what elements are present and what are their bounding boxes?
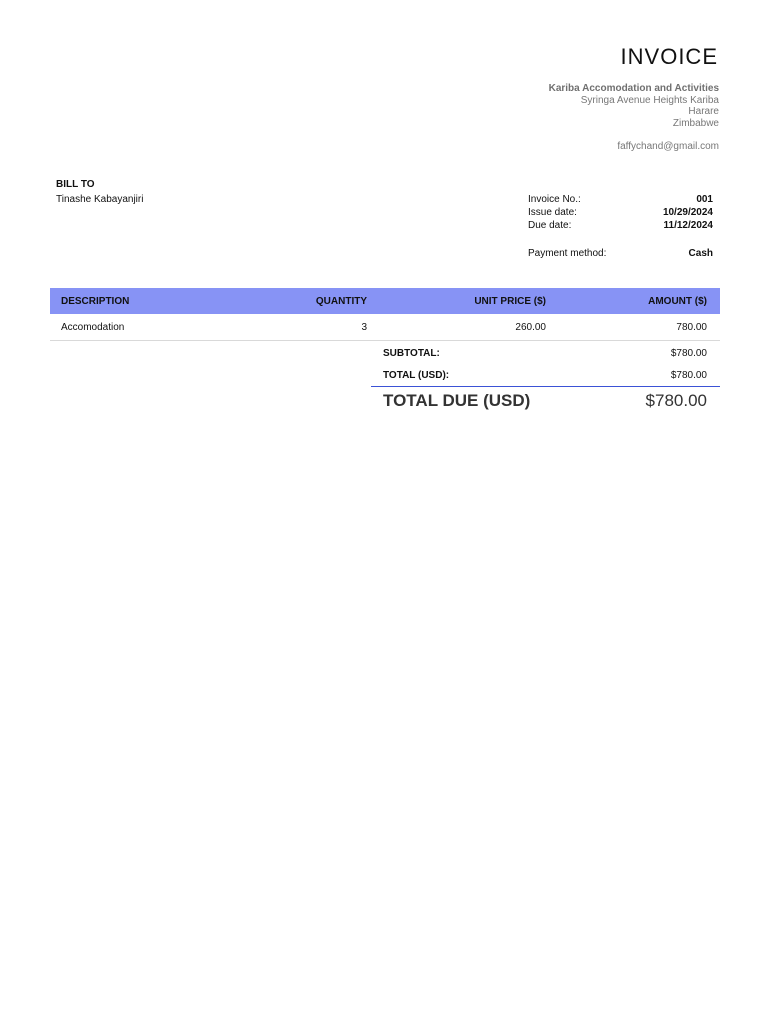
- issue-date-row: [528, 206, 713, 219]
- row-quantity: 3: [361, 321, 367, 333]
- bill-to-label: BILL TO: [56, 179, 95, 190]
- issue-date-label: Issue date:: [528, 207, 577, 218]
- header-unit-price: UNIT PRICE ($): [474, 295, 546, 307]
- totals-block: [371, 342, 720, 415]
- bill-to: [56, 179, 143, 205]
- bill-to-name: Tinashe Kabayanjiri: [56, 194, 144, 205]
- company-email: faffychand@gmail.com: [617, 141, 719, 152]
- due-date-value: 11/12/2024: [663, 220, 713, 231]
- total-value: $780.00: [670, 370, 707, 381]
- row-description: Accomodation: [61, 321, 125, 333]
- header-quantity: QUANTITY: [315, 295, 367, 307]
- due-date-row: [528, 219, 713, 232]
- row-unit-price: 260.00: [515, 321, 546, 333]
- company-name: Kariba Accomodation and Activities: [548, 83, 719, 94]
- header-amount: AMOUNT ($): [648, 295, 707, 307]
- total-due-label: TOTAL DUE (USD): [383, 391, 531, 410]
- company-info: [499, 83, 719, 153]
- invoice-title: INVOICE: [620, 44, 718, 69]
- header-description: DESCRIPTION: [61, 295, 130, 307]
- due-date-label: Due date:: [528, 220, 572, 231]
- total-label: TOTAL (USD):: [383, 370, 450, 381]
- payment-method-label: Payment method:: [528, 248, 607, 259]
- issue-date-value: 10/29/2024: [662, 207, 713, 218]
- total-row: [371, 365, 720, 387]
- company-address-line1: Syringa Avenue Heights Kariba: [580, 94, 719, 106]
- invoice-no-row: [528, 193, 713, 206]
- row-amount: 780.00: [676, 321, 707, 333]
- table-row: [50, 314, 720, 341]
- items-table-header: [50, 288, 720, 314]
- payment-method-value: Cash: [688, 248, 713, 259]
- total-due-value: $780.00: [645, 391, 707, 410]
- total-due-row: [371, 387, 720, 415]
- invoice-meta: [528, 193, 713, 260]
- payment-method-row: [528, 247, 713, 260]
- company-address-line2: Harare: [688, 106, 719, 117]
- items-table: [50, 288, 720, 341]
- subtotal-value: $780.00: [670, 348, 707, 359]
- company-address-line3: Zimbabwe: [672, 117, 719, 129]
- subtotal-row: [371, 342, 720, 365]
- invoice-no-label: Invoice No.:: [528, 194, 581, 205]
- subtotal-label: SUBTOTAL:: [383, 348, 440, 359]
- invoice-no-value: 001: [696, 194, 713, 205]
